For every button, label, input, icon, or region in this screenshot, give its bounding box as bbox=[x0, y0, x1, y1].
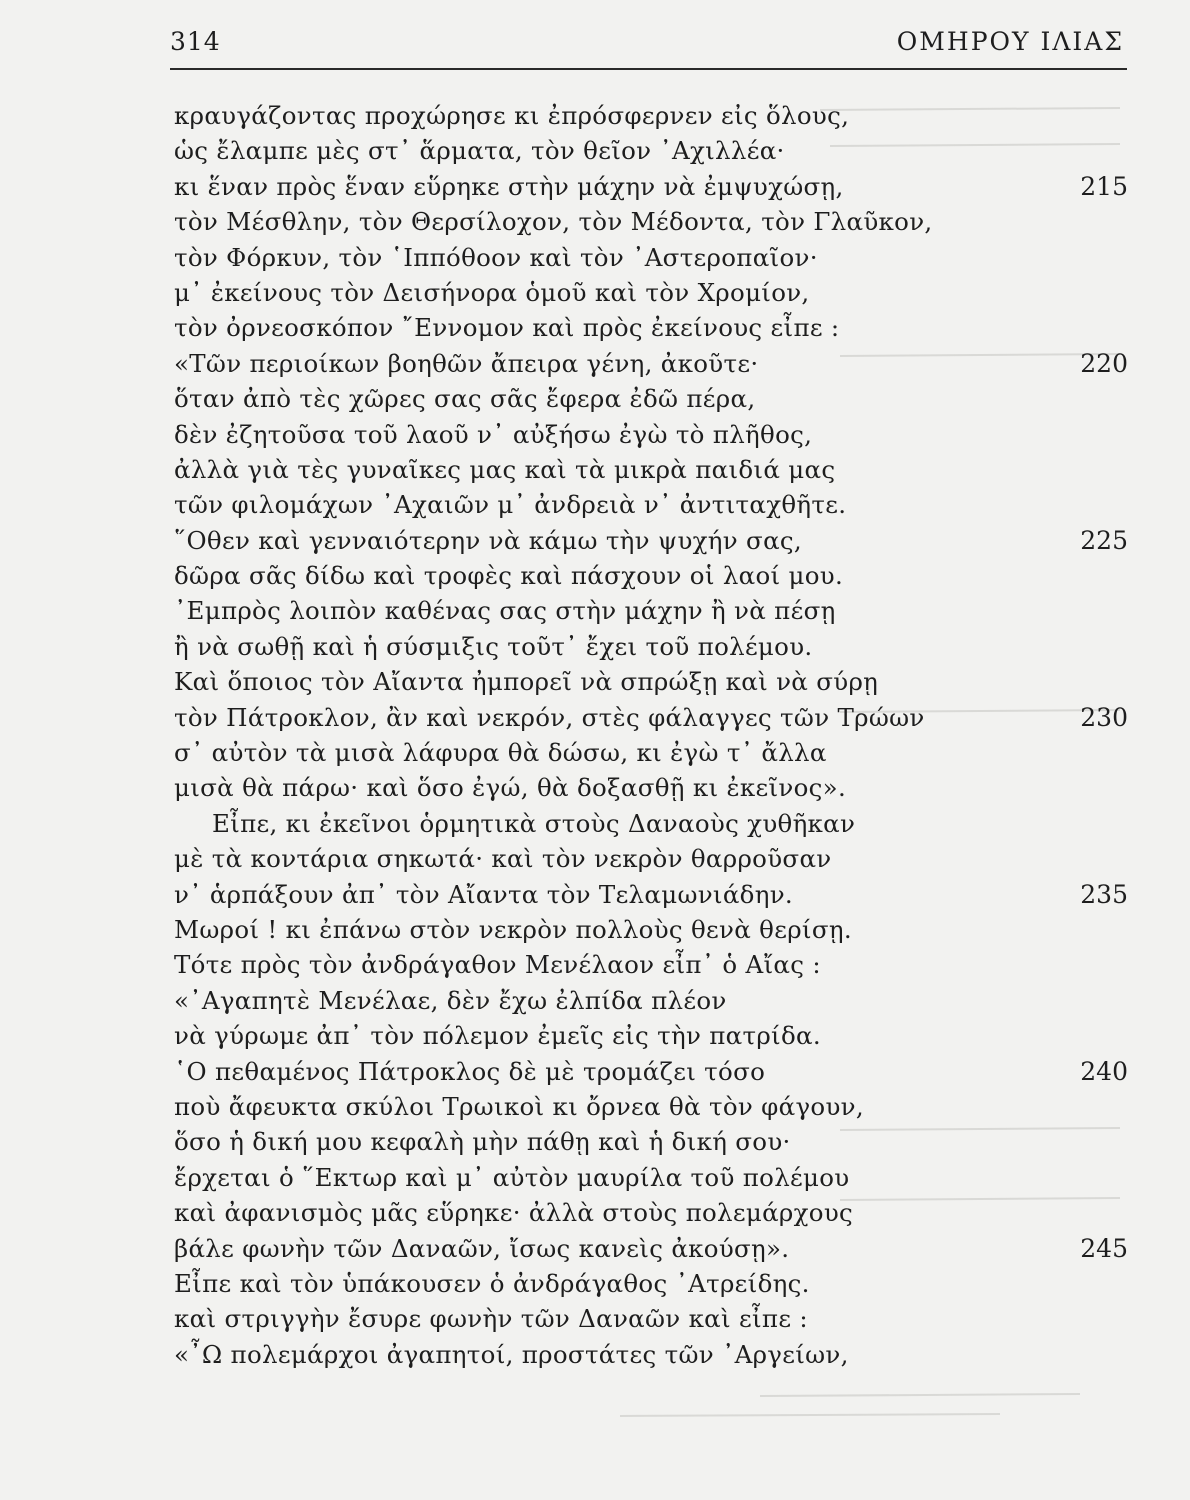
verse-text: σ᾽ αὐτὸν τὰ μισὰ λάφυρα θὰ δώσω, κι ἐγὼ τ᾽ ἄλλα bbox=[174, 738, 827, 768]
verse-line bbox=[0, 204, 1190, 239]
verse-text: τῶν φιλομάχων ᾽Αχαιῶν μ᾽ ἀνδρειὰ ν᾽ ἀντιταχθῆτε. bbox=[174, 490, 847, 520]
line-number: 245 bbox=[1080, 1233, 1128, 1263]
page-number: 314 bbox=[170, 27, 221, 56]
verse-line bbox=[0, 1337, 1190, 1372]
verse-line bbox=[0, 593, 1190, 628]
verse-text: «᾽Αγαπητὲ Μενέλαε, δὲν ἔχω ἐλπίδα πλέον bbox=[174, 985, 727, 1015]
line-number: 225 bbox=[1080, 525, 1128, 555]
verse-text: ἔρχεται ὁ ῞Εκτωρ καὶ μ᾽ αὐτὸν μαυρίλα τοῦ πολέμου bbox=[174, 1162, 850, 1192]
verse-line bbox=[0, 912, 1190, 947]
verse-text: τὸν Μέσθλην, τὸν Θερσίλοχον, τὸν Μέδοντα, τὸν Γλαῦκον, bbox=[174, 207, 933, 237]
verse-line bbox=[0, 310, 1190, 345]
verse-text: τὸν Φόρκυν, τὸν ῾Ιππόθοον καὶ τὸν ᾽Αστεροπαῖον· bbox=[174, 242, 818, 272]
verse-line bbox=[0, 275, 1190, 310]
verse-text: ν᾽ ἁρπάξουν ἀπ᾽ τὸν Αἴαντα τὸν Τελαμωνιάδην. bbox=[174, 879, 793, 909]
verse-line bbox=[0, 240, 1190, 275]
verse-line bbox=[0, 487, 1190, 522]
verse-text: μισὰ θὰ πάρω· καὶ ὅσο ἐγώ, θὰ δοξασθῇ κι ἐκεῖνος». bbox=[174, 773, 847, 803]
verse-line bbox=[0, 664, 1190, 699]
verse-line bbox=[0, 1018, 1190, 1053]
verse-line bbox=[0, 1231, 1190, 1266]
verse-line bbox=[0, 947, 1190, 982]
verse-text: ποὺ ἄφευκτα σκύλοι Τρωικοὶ κι ὄρνεα θὰ τὸν φάγουν, bbox=[174, 1091, 864, 1121]
verse-line bbox=[0, 735, 1190, 770]
verse-block bbox=[0, 98, 1190, 1372]
verse-line bbox=[0, 1054, 1190, 1089]
verse-line bbox=[0, 169, 1190, 204]
verse-line bbox=[0, 700, 1190, 735]
verse-line bbox=[0, 841, 1190, 876]
header-rule bbox=[170, 68, 1127, 70]
verse-text: κραυγάζοντας προχώρησε κι ἐπρόσφερνεν εἰς ὅλους, bbox=[174, 101, 850, 130]
verse-line bbox=[0, 381, 1190, 416]
verse-text: μ᾽ ἐκείνους τὸν Δεισήνορα ὁμοῦ καὶ τὸν Χρομίον, bbox=[174, 277, 810, 307]
verse-text: τὸν Πάτροκλον, ἂν καὶ νεκρόν, στὲς φάλαγγες τῶν Τρώων bbox=[174, 702, 925, 732]
verse-line bbox=[0, 133, 1190, 168]
verse-line bbox=[0, 417, 1190, 452]
verse-text: βάλε φωνὴν τῶν Δαναῶν, ἴσως κανεὶς ἀκούσῃ». bbox=[174, 1233, 790, 1263]
verse-text: δῶρα σᾶς δίδω καὶ τροφὲς καὶ πάσχουν οἱ λαοί μου. bbox=[174, 561, 844, 591]
verse-text: Τότε πρὸς τὸν ἀνδράγαθον Μενέλαον εἶπ᾽ ὁ Αἴας : bbox=[174, 950, 821, 980]
verse-text: ἢ νὰ σωθῇ καὶ ἡ σύσμιξις τοῦτ᾽ ἔχει τοῦ πολέμου. bbox=[174, 631, 813, 661]
verse-line bbox=[0, 1301, 1190, 1336]
verse-line bbox=[0, 523, 1190, 558]
line-number: 220 bbox=[1080, 348, 1128, 378]
verse-text: τὸν ὀρνεοσκόπον ῎Εννομον καὶ πρὸς ἐκείνους εἶπε : bbox=[174, 313, 840, 343]
verse-text: μὲ τὰ κοντάρια σηκωτά· καὶ τὸν νεκρὸν θαρροῦσαν bbox=[174, 844, 832, 874]
verse-text: καὶ στριγγὴν ἔσυρε φωνὴν τῶν Δαναῶν καὶ εἶπε : bbox=[174, 1304, 808, 1334]
verse-line bbox=[0, 346, 1190, 381]
line-number: 235 bbox=[1080, 879, 1128, 909]
verse-line bbox=[0, 629, 1190, 664]
verse-line bbox=[0, 1124, 1190, 1159]
verse-text: νὰ γύρωμε ἀπ᾽ τὸν πόλεμον ἐμεῖς εἰς τὴν πατρίδα. bbox=[174, 1021, 821, 1051]
verse-line bbox=[0, 558, 1190, 593]
verse-text: Καὶ ὅποιος τὸν Αἴαντα ἠμπορεῖ νὰ σπρώξῃ καὶ νὰ σύρῃ bbox=[174, 667, 879, 697]
verse-line bbox=[0, 98, 1190, 133]
verse-line bbox=[0, 1089, 1190, 1124]
verse-text: καὶ ἀφανισμὸς μᾶς εὕρηκε· ἀλλὰ στοὺς πολεμάρχους bbox=[174, 1198, 854, 1228]
verse-text: κι ἕναν πρὸς ἕναν εὕρηκε στὴν μάχην νὰ ἐμψυχώσῃ, bbox=[174, 171, 844, 201]
line-number: 215 bbox=[1080, 171, 1128, 201]
verse-line bbox=[0, 452, 1190, 487]
verse-line bbox=[0, 983, 1190, 1018]
line-number: 230 bbox=[1080, 702, 1128, 732]
verse-text: Εἶπε, κι ἐκεῖνοι ὁρμητικὰ στοὺς Δαναοὺς χυθῆκαν bbox=[212, 808, 856, 838]
verse-line bbox=[0, 877, 1190, 912]
verse-line bbox=[0, 770, 1190, 805]
verse-line bbox=[0, 1195, 1190, 1230]
verse-text: ὅταν ἀπὸ τὲς χῶρες σας σᾶς ἔφερα ἐδῶ πέρα, bbox=[174, 384, 756, 414]
verse-text: Εἶπε καὶ τὸν ὑπάκουσεν ὁ ἀνδράγαθος ᾽Ατρείδης. bbox=[174, 1268, 810, 1298]
verse-line bbox=[0, 806, 1190, 841]
verse-line bbox=[0, 1160, 1190, 1195]
verse-text: ὡς ἔλαμπε μὲς στ᾽ ἅρματα, τὸν θεῖον ᾽Αχιλλέα· bbox=[174, 136, 785, 166]
verse-text: «῏Ω πολεμάρχοι ἀγαπητοί, προστάτες τῶν ᾽Αργείων, bbox=[174, 1339, 849, 1369]
verse-text: ῞Οθεν καὶ γενναιότερην νὰ κάμω τὴν ψυχήν σας, bbox=[174, 525, 803, 555]
verse-text: Μωροί ! κι ἐπάνω στὸν νεκρὸν πολλοὺς θενὰ θερίσῃ. bbox=[174, 914, 852, 944]
verse-text: «Τῶν περιοίκων βοηθῶν ἄπειρα γένη, ἀκοῦτε· bbox=[174, 348, 759, 378]
verse-text: ᾽Εμπρὸς λοιπὸν καθένας σας στὴν μάχην ἢ νὰ πέσῃ bbox=[174, 596, 836, 626]
line-number: 240 bbox=[1080, 1056, 1128, 1086]
running-title: ΟΜΗΡΟΥ ΙΛΙΑΣ bbox=[896, 27, 1124, 56]
verse-line bbox=[0, 1266, 1190, 1301]
verse-text: ὅσο ἡ δική μου κεφαλὴ μὴν πάθῃ καὶ ἡ δική σου· bbox=[174, 1127, 791, 1157]
verse-text: ῾Ο πεθαμένος Πάτροκλος δὲ μὲ τρομάζει τόσο bbox=[174, 1056, 766, 1086]
verse-text: δὲν ἐζητοῦσα τοῦ λαοῦ ν᾽ αὐξήσω ἐγὼ τὸ πλῆθος, bbox=[174, 419, 813, 449]
verse-text: ἀλλὰ γιὰ τὲς γυναῖκες μας καὶ τὰ μικρὰ παιδιά μας bbox=[174, 454, 836, 484]
